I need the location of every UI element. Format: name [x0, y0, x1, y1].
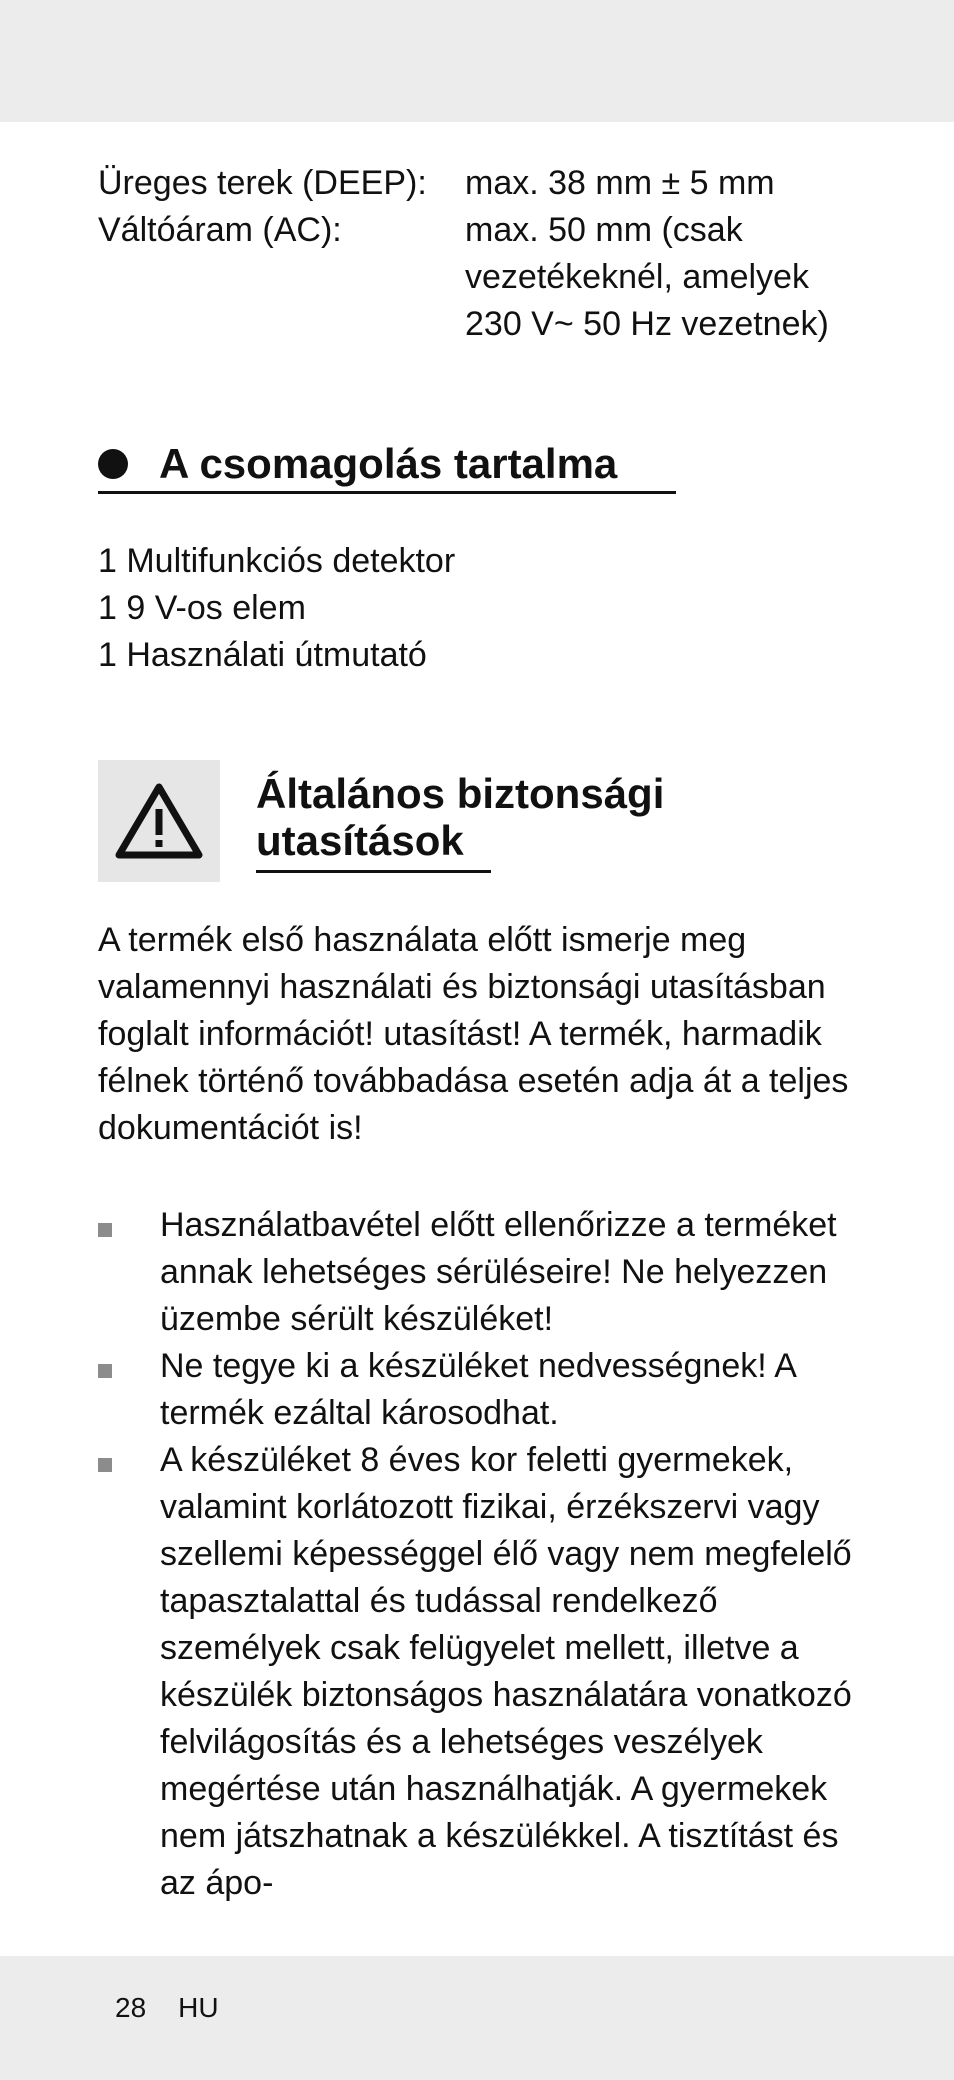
safety-bullet-list	[98, 1202, 858, 1907]
safety-title	[256, 770, 664, 864]
spec-table	[98, 160, 858, 348]
package-contents-list	[98, 538, 455, 679]
top-margin-band	[0, 0, 954, 122]
list-item	[98, 1437, 858, 1907]
list-item: 1 Használati útmutató	[98, 636, 427, 674]
page-number: 28	[115, 1992, 147, 2023]
bullet-text: Ne tegye ki a készüléket nedvességnek! A termék ezáltal károsodhat.	[160, 1347, 796, 1432]
package-section-heading	[98, 438, 617, 490]
heading-bullet-icon	[98, 449, 128, 479]
list-item	[98, 1343, 858, 1437]
safety-title-line: Általános biztonsági	[256, 770, 665, 817]
safety-intro-paragraph: A termék első használata előtt ismerje meg valamennyi használati és biztonsági utasításban foglalt információt! utasítást! A termék, harmadik félnek történő továbbadása esetén adja át a teljes dokumentációt is!	[98, 921, 849, 1147]
spec-label: Váltóáram (AC):	[98, 211, 342, 249]
heading-underline	[98, 491, 676, 494]
spec-label: Üreges terek (DEEP):	[98, 164, 427, 202]
spec-row	[98, 207, 858, 348]
spec-value: max. 50 mm (csak vezetékeknél, amelyek 230 V~ 50 Hz vezetnek)	[465, 211, 829, 343]
square-bullet-icon	[98, 1223, 112, 1237]
spec-row	[98, 160, 858, 207]
bullet-text: A készüléket 8 éves kor feletti gyermekek, valamint korlátozott fizikai, érzékszervi vagy szellemi képességgel élő vagy nem megfelelő tapasztalattal és tudással rendelkező személyek csak felügyelet mellett, illetve a készülék biztonságos használatára vonatkozó felvilágosítás és a lehetséges veszélyek megértése után használhatják. A gyermekek nem játszhatnak a készülékkel. A tisztítást és az ápo-	[160, 1441, 852, 1902]
square-bullet-icon	[98, 1458, 112, 1472]
safety-title-line: utasítások	[256, 817, 464, 864]
page-footer	[115, 1988, 219, 2028]
language-code: HU	[178, 1992, 219, 2023]
list-item: 1 9 V-os elem	[98, 589, 306, 627]
package-title: A csomagolás tartalma	[159, 440, 618, 487]
spec-value: max. 38 mm ± 5 mm	[465, 164, 775, 202]
square-bullet-icon	[98, 1364, 112, 1378]
heading-underline	[256, 870, 491, 873]
bullet-text: Használatbavétel előtt ellenőrizze a terméket annak lehetséges sérüléseire! Ne helyezzen üzembe sérült készüléket!	[160, 1206, 837, 1338]
list-item	[98, 1202, 858, 1343]
list-item: 1 Multifunkciós detektor	[98, 542, 456, 580]
warning-triangle-icon	[98, 760, 220, 882]
